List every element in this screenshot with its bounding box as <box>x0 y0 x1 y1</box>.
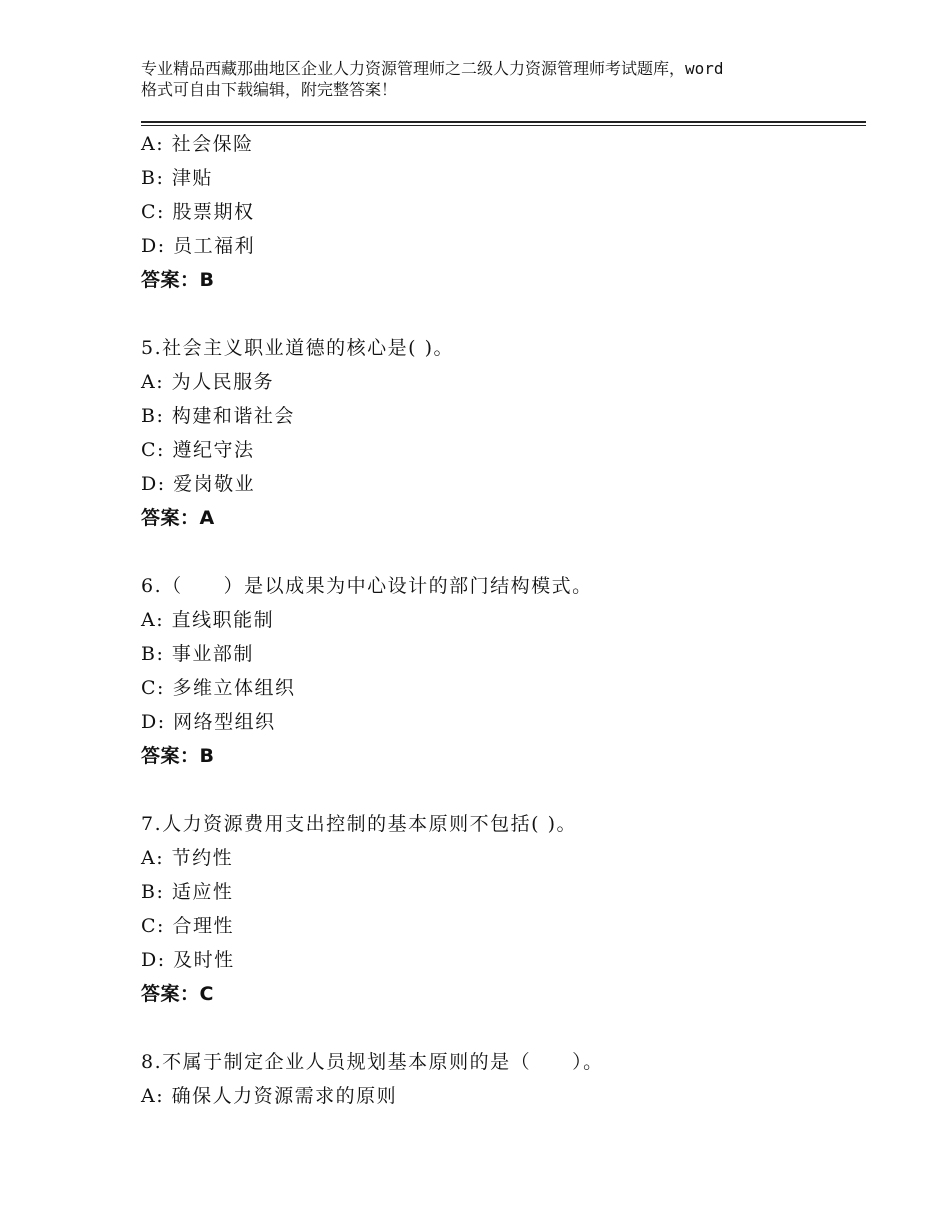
header-rule-thick <box>141 121 866 123</box>
option-c: C: 股票期权 <box>141 201 255 223</box>
question-4 <box>141 130 866 300</box>
answer: 答案：C <box>141 983 214 1005</box>
option-a: A: 确保人力资源需求的原则 <box>141 1085 398 1107</box>
option-d: D: 爱岗敬业 <box>141 473 256 495</box>
option-c: C: 合理性 <box>141 915 234 937</box>
option-b: B: 事业部制 <box>141 643 254 665</box>
option-a: A: 节约性 <box>141 847 234 869</box>
header-line-1: 专业精品西藏那曲地区企业人力资源管理师之二级人力资源管理师考试题库，word <box>141 59 724 78</box>
option-a: A: 直线职能制 <box>141 609 275 631</box>
question-5 <box>141 334 866 538</box>
header-line-2: 格式可自由下载编辑，附完整答案！ <box>141 80 398 99</box>
option-c: C: 遵纪守法 <box>141 439 255 461</box>
answer: 答案：A <box>141 507 215 529</box>
option-a: A: 为人民服务 <box>141 371 275 393</box>
answer: 答案：B <box>141 745 215 767</box>
answer: 答案：B <box>141 269 215 291</box>
question-stem: 6.（ ）是以成果为中心设计的部门结构模式。 <box>141 575 593 597</box>
question-stem: 5.社会主义职业道德的核心是( )。 <box>141 337 454 359</box>
question-8 <box>141 1048 866 1116</box>
option-d: D: 及时性 <box>141 949 235 971</box>
document-header <box>141 58 831 100</box>
question-stem: 8.不属于制定企业人员规划基本原则的是（ ）。 <box>141 1051 604 1073</box>
option-b: B: 适应性 <box>141 881 234 903</box>
question-list <box>141 130 866 1116</box>
option-d: D: 网络型组织 <box>141 711 276 733</box>
question-stem: 7.人力资源费用支出控制的基本原则不包括( )。 <box>141 813 577 835</box>
question-7 <box>141 810 866 1014</box>
option-b: B: 构建和谐社会 <box>141 405 295 427</box>
option-b: B: 津贴 <box>141 167 213 189</box>
option-a: A: 社会保险 <box>141 133 254 155</box>
option-d: D: 员工福利 <box>141 235 256 257</box>
question-6 <box>141 572 866 776</box>
header-rule-thin <box>141 125 866 126</box>
option-c: C: 多维立体组织 <box>141 677 296 699</box>
